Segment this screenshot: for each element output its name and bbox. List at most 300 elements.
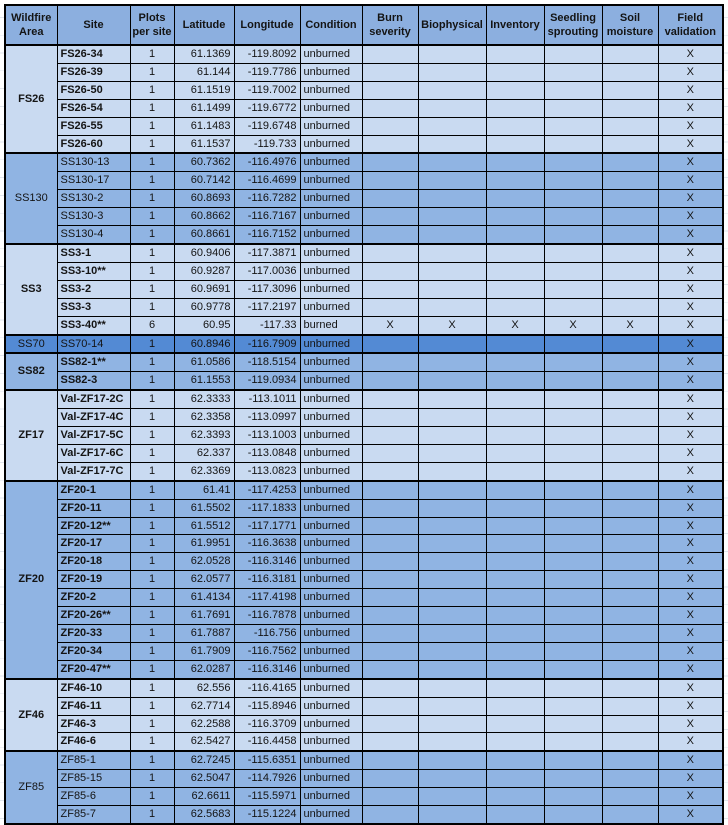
plots-cell: 1 [130, 697, 174, 715]
biophysical-cell [418, 63, 486, 81]
inventory-cell [486, 589, 544, 607]
plots-cell: 1 [130, 81, 174, 99]
site-cell: ZF46-6 [57, 733, 130, 751]
table-row [5, 372, 723, 390]
condition-cell: unburned [300, 353, 362, 371]
col-header-condition: Condition [300, 5, 362, 45]
condition-cell: unburned [300, 190, 362, 208]
biophysical-cell [418, 390, 486, 408]
latitude-cell: 61.7909 [174, 642, 234, 660]
table-row [5, 462, 723, 480]
inventory-cell [486, 172, 544, 190]
burn-severity-cell [362, 444, 418, 462]
condition-cell: unburned [300, 226, 362, 244]
field-validation-cell: X [658, 535, 723, 553]
inventory-cell [486, 751, 544, 769]
latitude-cell: 60.9691 [174, 280, 234, 298]
seedling-sprouting-cell [544, 571, 602, 589]
table-row [5, 99, 723, 117]
seedling-sprouting-cell [544, 679, 602, 697]
burn-severity-cell [362, 499, 418, 517]
soil-moisture-cell [602, 499, 658, 517]
seedling-sprouting-cell [544, 715, 602, 733]
latitude-cell: 60.9406 [174, 244, 234, 262]
table-row [5, 481, 723, 499]
soil-moisture-cell [602, 642, 658, 660]
soil-moisture-cell [602, 153, 658, 171]
header-row [5, 5, 723, 45]
table-row [5, 335, 723, 354]
plots-cell: 1 [130, 208, 174, 226]
field-validation-cell: X [658, 63, 723, 81]
biophysical-cell [418, 517, 486, 535]
longitude-cell: -115.6351 [234, 751, 300, 769]
site-cell: ZF85-7 [57, 806, 130, 824]
burn-severity-cell [362, 63, 418, 81]
site-cell: SS3-40** [57, 316, 130, 334]
area-cell: ZF17 [5, 390, 57, 481]
longitude-cell: -119.6748 [234, 117, 300, 135]
longitude-cell: -117.4198 [234, 589, 300, 607]
table-row [5, 117, 723, 135]
biophysical-cell [418, 81, 486, 99]
soil-moisture-cell [602, 770, 658, 788]
soil-moisture-cell [602, 660, 658, 678]
condition-cell: unburned [300, 535, 362, 553]
plots-cell: 1 [130, 190, 174, 208]
soil-moisture-cell [602, 298, 658, 316]
col-header-seedling-sprouting: Seedling sprouting [544, 5, 602, 45]
table-row [5, 208, 723, 226]
table-row [5, 589, 723, 607]
inventory-cell [486, 208, 544, 226]
site-cell: ZF46-3 [57, 715, 130, 733]
site-cell: SS130-13 [57, 153, 130, 171]
site-cell: ZF20-1 [57, 481, 130, 499]
inventory-cell [486, 226, 544, 244]
seedling-sprouting-cell [544, 372, 602, 390]
plots-cell: 1 [130, 353, 174, 371]
field-validation-cell: X [658, 625, 723, 643]
burn-severity-cell [362, 208, 418, 226]
field-validation-cell: X [658, 517, 723, 535]
field-validation-cell: X [658, 208, 723, 226]
longitude-cell: -118.5154 [234, 353, 300, 371]
longitude-cell: -117.0036 [234, 262, 300, 280]
longitude-cell: -117.3871 [234, 244, 300, 262]
longitude-cell: -113.0997 [234, 409, 300, 427]
seedling-sprouting-cell [544, 244, 602, 262]
site-cell: ZF46-10 [57, 679, 130, 697]
latitude-cell: 60.8946 [174, 335, 234, 354]
soil-moisture-cell [602, 697, 658, 715]
biophysical-cell [418, 262, 486, 280]
site-cell: Val-ZF17-2C [57, 390, 130, 408]
soil-moisture-cell [602, 806, 658, 824]
condition-cell: unburned [300, 244, 362, 262]
col-header-latitude: Latitude [174, 5, 234, 45]
table-row [5, 444, 723, 462]
inventory-cell [486, 481, 544, 499]
field-validation-cell: X [658, 262, 723, 280]
condition-cell: unburned [300, 427, 362, 445]
inventory-cell [486, 117, 544, 135]
biophysical-cell [418, 280, 486, 298]
biophysical-cell [418, 607, 486, 625]
plots-cell: 1 [130, 172, 174, 190]
soil-moisture-cell [602, 427, 658, 445]
plots-cell: 1 [130, 135, 174, 153]
seedling-sprouting-cell [544, 517, 602, 535]
field-validation-cell: X [658, 298, 723, 316]
soil-moisture-cell [602, 81, 658, 99]
site-cell: ZF20-26** [57, 607, 130, 625]
field-validation-cell: X [658, 226, 723, 244]
seedling-sprouting-cell [544, 190, 602, 208]
soil-moisture-cell [602, 190, 658, 208]
burn-severity-cell [362, 427, 418, 445]
latitude-cell: 62.3393 [174, 427, 234, 445]
field-validation-cell: X [658, 99, 723, 117]
area-cell: SS3 [5, 244, 57, 335]
seedling-sprouting-cell [544, 481, 602, 499]
plots-cell: 1 [130, 806, 174, 824]
seedling-sprouting-cell: X [544, 316, 602, 334]
latitude-cell: 61.1369 [174, 45, 234, 63]
field-validation-cell: X [658, 353, 723, 371]
latitude-cell: 62.5047 [174, 770, 234, 788]
site-cell: ZF20-33 [57, 625, 130, 643]
biophysical-cell [418, 697, 486, 715]
field-validation-cell: X [658, 462, 723, 480]
soil-moisture-cell [602, 372, 658, 390]
table-row [5, 806, 723, 824]
seedling-sprouting-cell [544, 733, 602, 751]
site-cell: ZF20-12** [57, 517, 130, 535]
table-row [5, 390, 723, 408]
site-cell: FS26-50 [57, 81, 130, 99]
plots-cell: 1 [130, 153, 174, 171]
plots-cell: 1 [130, 280, 174, 298]
table-row [5, 280, 723, 298]
biophysical-cell [418, 208, 486, 226]
site-cell: SS130-2 [57, 190, 130, 208]
burn-severity-cell [362, 244, 418, 262]
burn-severity-cell [362, 607, 418, 625]
plots-cell: 1 [130, 45, 174, 63]
site-cell: ZF20-11 [57, 499, 130, 517]
seedling-sprouting-cell [544, 660, 602, 678]
latitude-cell: 60.8693 [174, 190, 234, 208]
burn-severity-cell [362, 409, 418, 427]
inventory-cell [486, 770, 544, 788]
plots-cell: 1 [130, 117, 174, 135]
seedling-sprouting-cell [544, 751, 602, 769]
area-cell: ZF20 [5, 481, 57, 679]
biophysical-cell [418, 244, 486, 262]
plots-cell: 1 [130, 244, 174, 262]
biophysical-cell [418, 172, 486, 190]
longitude-cell: -119.8092 [234, 45, 300, 63]
field-validation-cell: X [658, 427, 723, 445]
field-validation-cell: X [658, 553, 723, 571]
longitude-cell: -119.0934 [234, 372, 300, 390]
seedling-sprouting-cell [544, 298, 602, 316]
inventory-cell [486, 715, 544, 733]
latitude-cell: 60.95 [174, 316, 234, 334]
inventory-cell [486, 99, 544, 117]
site-cell: SS130-3 [57, 208, 130, 226]
table-row [5, 660, 723, 678]
condition-cell: unburned [300, 806, 362, 824]
biophysical-cell [418, 679, 486, 697]
biophysical-cell [418, 589, 486, 607]
longitude-cell: -116.7167 [234, 208, 300, 226]
latitude-cell: 62.7714 [174, 697, 234, 715]
plots-cell: 1 [130, 427, 174, 445]
inventory-cell [486, 462, 544, 480]
biophysical-cell [418, 409, 486, 427]
field-validation-cell: X [658, 372, 723, 390]
biophysical-cell [418, 481, 486, 499]
condition-cell: unburned [300, 481, 362, 499]
longitude-cell: -117.2197 [234, 298, 300, 316]
field-validation-cell: X [658, 806, 723, 824]
biophysical-cell [418, 571, 486, 589]
latitude-cell: 62.6611 [174, 788, 234, 806]
table-row [5, 190, 723, 208]
seedling-sprouting-cell [544, 625, 602, 643]
field-validation-cell: X [658, 117, 723, 135]
condition-cell: unburned [300, 280, 362, 298]
condition-cell: unburned [300, 409, 362, 427]
biophysical-cell [418, 625, 486, 643]
latitude-cell: 62.337 [174, 444, 234, 462]
site-cell: ZF46-11 [57, 697, 130, 715]
latitude-cell: 61.4134 [174, 589, 234, 607]
field-validation-cell: X [658, 81, 723, 99]
plots-cell: 1 [130, 679, 174, 697]
seedling-sprouting-cell [544, 770, 602, 788]
burn-severity-cell [362, 553, 418, 571]
soil-moisture-cell [602, 390, 658, 408]
soil-moisture-cell [602, 571, 658, 589]
longitude-cell: -117.1833 [234, 499, 300, 517]
col-header-field-validation: Field validation [658, 5, 723, 45]
plots-cell: 1 [130, 99, 174, 117]
plots-cell: 1 [130, 499, 174, 517]
site-cell: ZF85-6 [57, 788, 130, 806]
longitude-cell: -115.8946 [234, 697, 300, 715]
table-row [5, 226, 723, 244]
seedling-sprouting-cell [544, 262, 602, 280]
site-cell: Val-ZF17-4C [57, 409, 130, 427]
field-validation-cell: X [658, 172, 723, 190]
inventory-cell [486, 63, 544, 81]
plots-cell: 1 [130, 770, 174, 788]
field-validation-cell: X [658, 642, 723, 660]
burn-severity-cell [362, 262, 418, 280]
site-cell: SS82-1** [57, 353, 130, 371]
seedling-sprouting-cell [544, 153, 602, 171]
longitude-cell: -116.7878 [234, 607, 300, 625]
soil-moisture-cell [602, 679, 658, 697]
field-validation-cell: X [658, 244, 723, 262]
biophysical-cell [418, 642, 486, 660]
latitude-cell: 62.2588 [174, 715, 234, 733]
inventory-cell [486, 372, 544, 390]
burn-severity-cell [362, 226, 418, 244]
seedling-sprouting-cell [544, 135, 602, 153]
burn-severity-cell [362, 81, 418, 99]
field-validation-cell: X [658, 788, 723, 806]
soil-moisture-cell: X [602, 316, 658, 334]
site-cell: SS70-14 [57, 335, 130, 354]
latitude-cell: 61.1553 [174, 372, 234, 390]
condition-cell: unburned [300, 715, 362, 733]
latitude-cell: 62.5427 [174, 733, 234, 751]
soil-moisture-cell [602, 788, 658, 806]
condition-cell: unburned [300, 117, 362, 135]
plots-cell: 1 [130, 226, 174, 244]
burn-severity-cell [362, 733, 418, 751]
site-cell: SS82-3 [57, 372, 130, 390]
table-row [5, 499, 723, 517]
latitude-cell: 62.5683 [174, 806, 234, 824]
latitude-cell: 60.8661 [174, 226, 234, 244]
area-cell: ZF85 [5, 751, 57, 824]
plots-cell: 1 [130, 390, 174, 408]
burn-severity-cell: X [362, 316, 418, 334]
inventory-cell [486, 298, 544, 316]
table-row [5, 733, 723, 751]
table-row [5, 788, 723, 806]
condition-cell: unburned [300, 45, 362, 63]
plots-cell: 1 [130, 535, 174, 553]
burn-severity-cell [362, 642, 418, 660]
longitude-cell: -119.6772 [234, 99, 300, 117]
field-validation-cell: X [658, 589, 723, 607]
biophysical-cell [418, 660, 486, 678]
inventory-cell [486, 788, 544, 806]
seedling-sprouting-cell [544, 642, 602, 660]
area-cell: ZF46 [5, 679, 57, 752]
table-row [5, 135, 723, 153]
biophysical-cell [418, 499, 486, 517]
biophysical-cell [418, 190, 486, 208]
inventory-cell [486, 679, 544, 697]
wildfire-sites-table [4, 4, 724, 825]
plots-cell: 1 [130, 733, 174, 751]
burn-severity-cell [362, 535, 418, 553]
biophysical-cell [418, 99, 486, 117]
seedling-sprouting-cell [544, 409, 602, 427]
soil-moisture-cell [602, 208, 658, 226]
field-validation-cell: X [658, 715, 723, 733]
inventory-cell [486, 517, 544, 535]
table-row [5, 81, 723, 99]
longitude-cell: -116.756 [234, 625, 300, 643]
longitude-cell: -117.3096 [234, 280, 300, 298]
table-row [5, 770, 723, 788]
soil-moisture-cell [602, 607, 658, 625]
biophysical-cell [418, 751, 486, 769]
latitude-cell: 61.9951 [174, 535, 234, 553]
plots-cell: 6 [130, 316, 174, 334]
latitude-cell: 60.7142 [174, 172, 234, 190]
inventory-cell [486, 280, 544, 298]
longitude-cell: -117.33 [234, 316, 300, 334]
field-validation-cell: X [658, 697, 723, 715]
table-row [5, 63, 723, 81]
soil-moisture-cell [602, 733, 658, 751]
burn-severity-cell [362, 715, 418, 733]
soil-moisture-cell [602, 535, 658, 553]
condition-cell: unburned [300, 788, 362, 806]
latitude-cell: 61.0586 [174, 353, 234, 371]
soil-moisture-cell [602, 625, 658, 643]
inventory-cell [486, 553, 544, 571]
soil-moisture-cell [602, 409, 658, 427]
burn-severity-cell [362, 697, 418, 715]
soil-moisture-cell [602, 45, 658, 63]
soil-moisture-cell [602, 353, 658, 371]
burn-severity-cell [362, 135, 418, 153]
table-row [5, 571, 723, 589]
inventory-cell [486, 135, 544, 153]
table-row [5, 625, 723, 643]
field-validation-cell: X [658, 335, 723, 354]
area-cell: SS130 [5, 153, 57, 244]
burn-severity-cell [362, 99, 418, 117]
latitude-cell: 60.8662 [174, 208, 234, 226]
soil-moisture-cell [602, 172, 658, 190]
plots-cell: 1 [130, 660, 174, 678]
site-cell: FS26-34 [57, 45, 130, 63]
latitude-cell: 61.144 [174, 63, 234, 81]
longitude-cell: -113.1011 [234, 390, 300, 408]
site-cell: SS3-2 [57, 280, 130, 298]
biophysical-cell [418, 153, 486, 171]
biophysical-cell [418, 444, 486, 462]
site-cell: FS26-39 [57, 63, 130, 81]
site-cell: ZF20-47** [57, 660, 130, 678]
table-row [5, 697, 723, 715]
table-row [5, 553, 723, 571]
table-body [5, 45, 723, 824]
inventory-cell: X [486, 316, 544, 334]
longitude-cell: -115.5971 [234, 788, 300, 806]
longitude-cell: -116.7152 [234, 226, 300, 244]
inventory-cell [486, 190, 544, 208]
plots-cell: 1 [130, 63, 174, 81]
inventory-cell [486, 571, 544, 589]
soil-moisture-cell [602, 262, 658, 280]
table-row [5, 353, 723, 371]
area-cell: SS82 [5, 353, 57, 390]
burn-severity-cell [362, 751, 418, 769]
biophysical-cell [418, 806, 486, 824]
soil-moisture-cell [602, 589, 658, 607]
table-row [5, 244, 723, 262]
burn-severity-cell [362, 679, 418, 697]
seedling-sprouting-cell [544, 806, 602, 824]
longitude-cell: -116.4458 [234, 733, 300, 751]
soil-moisture-cell [602, 280, 658, 298]
condition-cell: unburned [300, 99, 362, 117]
table-row [5, 751, 723, 769]
condition-cell: unburned [300, 63, 362, 81]
